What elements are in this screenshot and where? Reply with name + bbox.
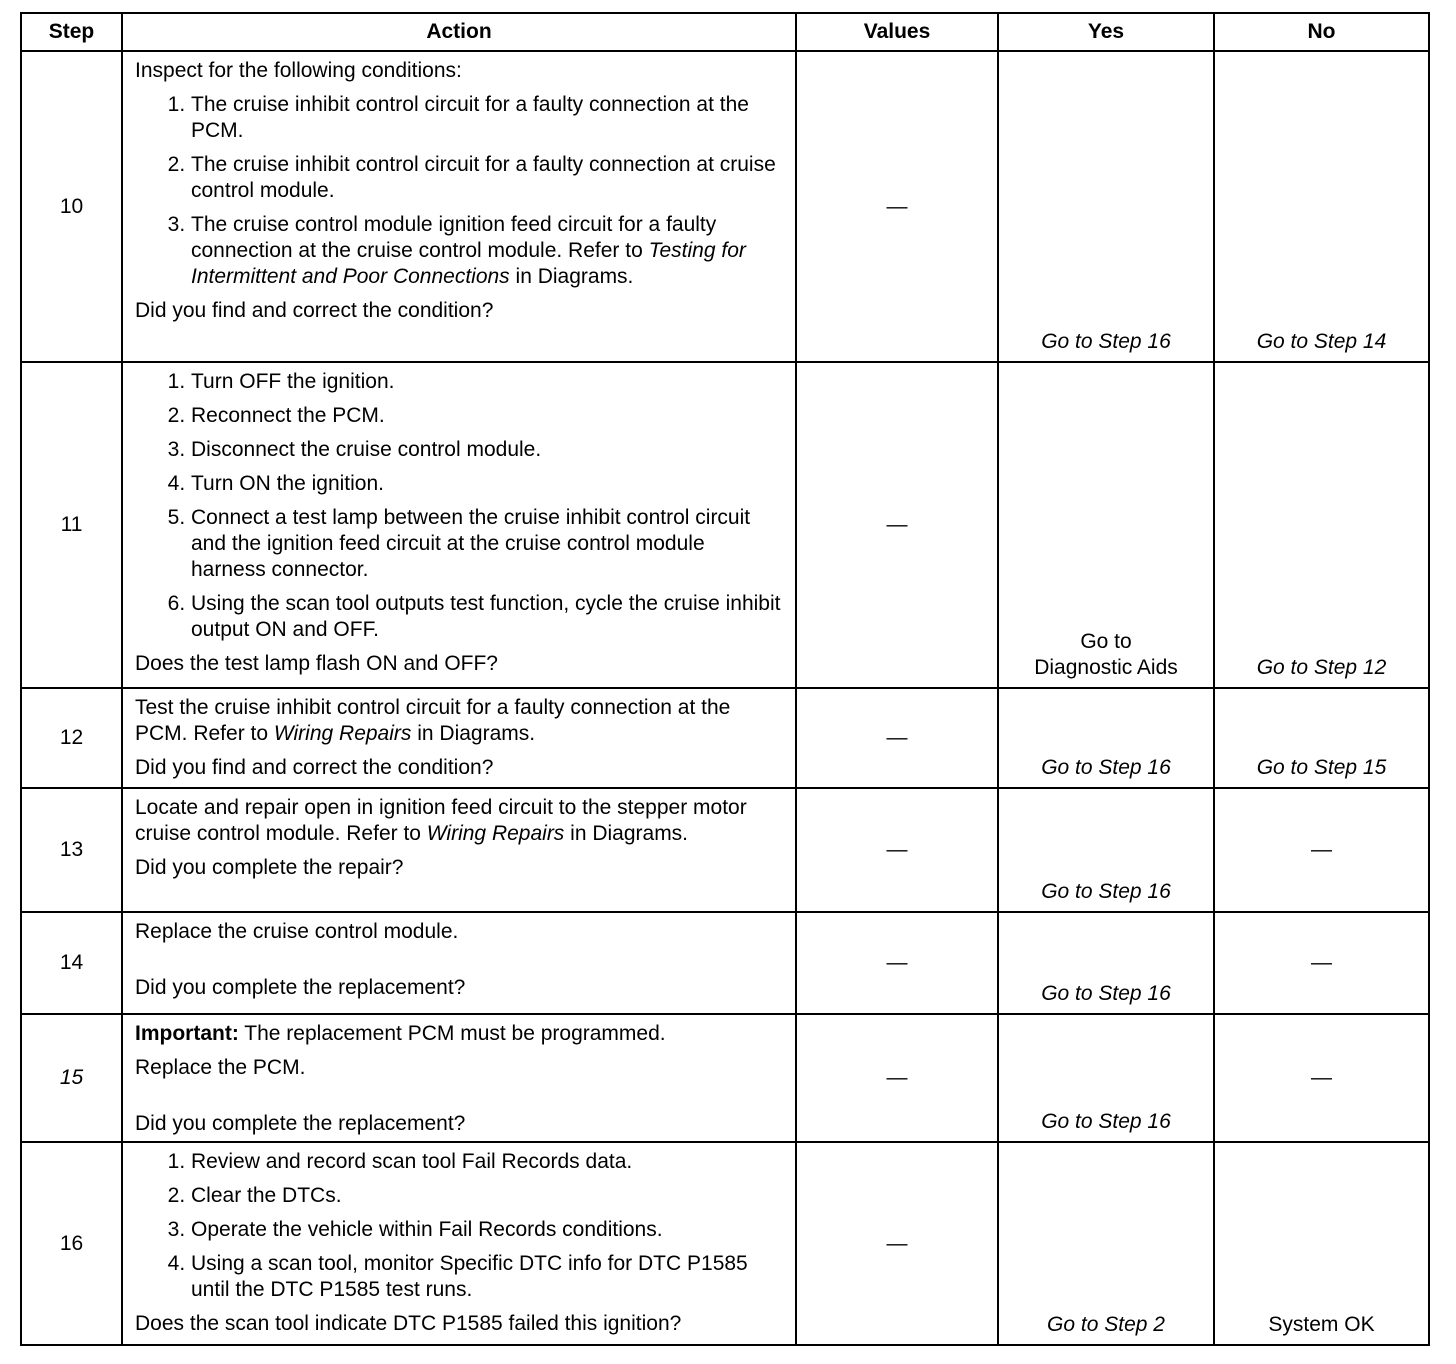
- list-item-text: in Diagrams.: [509, 265, 634, 288]
- action-question: Does the scan tool indicate DTC P1585 failed this ignition?: [135, 1312, 682, 1335]
- yes-cell[interactable]: Go to Step 16: [998, 1014, 1214, 1142]
- action-text: [135, 795, 785, 847]
- action-text-part: Locate and repair open in ignition feed circuit to the stepper motor cruise control module. Refer to: [135, 796, 747, 845]
- action-cell: [122, 688, 796, 788]
- list-item: 1. Turn OFF the ignition.: [191, 369, 785, 395]
- values-cell: —: [796, 688, 998, 788]
- no-cell[interactable]: System OK: [1214, 1142, 1429, 1345]
- action-text-part: Test the cruise inhibit control circuit for a faulty connection at the PCM. Refer to: [135, 696, 731, 745]
- list-item: 3. Disconnect the cruise control module.: [191, 437, 785, 463]
- action-text: Replace the cruise control module.: [135, 920, 459, 943]
- list-item: 4. Using a scan tool, monitor Specific DTC info for DTC P1585 until the DTC P1585 test runs.: [191, 1251, 785, 1303]
- list-item: 2. The cruise inhibit control circuit for a faulty connection at cruise control module.: [191, 152, 785, 204]
- header-step: Step: [21, 13, 122, 51]
- reference-link[interactable]: Testing for Intermittent and Poor Connections: [191, 239, 746, 288]
- list-item: 6. Using the scan tool outputs test function, cycle the cruise inhibit output ON and OFF.: [191, 591, 785, 643]
- action-cell: [122, 51, 796, 362]
- action-list: [135, 1149, 785, 1303]
- action-list: [135, 369, 785, 643]
- table-row: [21, 788, 1429, 912]
- no-cell: —: [1214, 1014, 1429, 1142]
- no-cell: —: [1214, 912, 1429, 1014]
- list-item: 2. Clear the DTCs.: [191, 1183, 785, 1209]
- action-cell: [122, 362, 796, 688]
- step-number: 10: [21, 51, 122, 362]
- list-item-text: The cruise control module ignition feed circuit for a faulty connection at the cruise control module. Refer to: [191, 213, 717, 262]
- no-cell: —: [1214, 788, 1429, 912]
- table-row: [21, 51, 1429, 362]
- header-yes: Yes: [998, 13, 1214, 51]
- list-item: 2. Reconnect the PCM.: [191, 403, 785, 429]
- table-row: [21, 912, 1429, 1014]
- diagnostic-table: [20, 12, 1430, 1346]
- important-label: Important:: [135, 1022, 239, 1045]
- no-cell[interactable]: Go to Step 12: [1214, 362, 1429, 688]
- spacer: [135, 1089, 785, 1111]
- yes-cell[interactable]: Go to Step 16: [998, 688, 1214, 788]
- list-item: 1. The cruise inhibit control circuit for a faulty connection at the PCM.: [191, 92, 785, 144]
- values-cell: —: [796, 51, 998, 362]
- important-text: The replacement PCM must be programmed.: [238, 1022, 666, 1045]
- action-cell: [122, 1142, 796, 1345]
- reference-link[interactable]: Wiring Repairs: [273, 722, 412, 745]
- action-question: Did you find and correct the condition?: [135, 299, 494, 322]
- step-number: 16: [21, 1142, 122, 1345]
- action-question: Does the test lamp flash ON and OFF?: [135, 652, 498, 675]
- action-question: Did you complete the replacement?: [135, 976, 466, 999]
- action-cell: [122, 1014, 796, 1142]
- list-item: 3. Operate the vehicle within Fail Records conditions.: [191, 1217, 785, 1243]
- list-item: 4. Turn ON the ignition.: [191, 471, 785, 497]
- action-intro: Inspect for the following conditions:: [135, 59, 462, 82]
- table-row: [21, 688, 1429, 788]
- no-cell[interactable]: Go to Step 15: [1214, 688, 1429, 788]
- yes-cell[interactable]: Go to Step 16: [998, 788, 1214, 912]
- table-row: [21, 1142, 1429, 1345]
- action-text-part: in Diagrams.: [411, 722, 536, 745]
- yes-cell[interactable]: Go to Step 16: [998, 51, 1214, 362]
- list-item: 5. Connect a test lamp between the cruise inhibit control circuit and the ignition feed circuit at the cruise control module harness connector.: [191, 505, 785, 583]
- action-question: Did you find and correct the condition?: [135, 756, 494, 779]
- action-cell: [122, 912, 796, 1014]
- values-cell: —: [796, 1142, 998, 1345]
- list-item: [191, 212, 785, 290]
- reference-link[interactable]: Wiring Repairs: [426, 822, 565, 845]
- table-row: [21, 1014, 1429, 1142]
- action-question: Did you complete the replacement?: [135, 1112, 466, 1135]
- yes-cell[interactable]: Go to Step 16: [998, 912, 1214, 1014]
- action-cell: [122, 788, 796, 912]
- values-cell: —: [796, 912, 998, 1014]
- action-text: [135, 695, 785, 747]
- values-cell: —: [796, 362, 998, 688]
- header-action: Action: [122, 13, 796, 51]
- table-row: [21, 362, 1429, 688]
- no-cell[interactable]: Go to Step 14: [1214, 51, 1429, 362]
- step-number: 11: [21, 362, 122, 688]
- yes-line: Diagnostic Aids: [1034, 656, 1178, 679]
- values-cell: —: [796, 788, 998, 912]
- list-item: 1. Review and record scan tool Fail Records data.: [191, 1149, 785, 1175]
- header-values: Values: [796, 13, 998, 51]
- step-number: 14: [21, 912, 122, 1014]
- yes-cell[interactable]: Go to Step 2: [998, 1142, 1214, 1345]
- spacer: [135, 953, 785, 975]
- action-question: Did you complete the repair?: [135, 856, 404, 879]
- header-row: [21, 13, 1429, 51]
- yes-line: Go to: [1080, 630, 1132, 653]
- yes-cell[interactable]: [998, 362, 1214, 688]
- action-text: Replace the PCM.: [135, 1056, 306, 1079]
- header-no: No: [1214, 13, 1429, 51]
- values-cell: —: [796, 1014, 998, 1142]
- step-number: 15: [21, 1014, 122, 1142]
- step-number: 12: [21, 688, 122, 788]
- action-list: [135, 92, 785, 290]
- action-text-part: in Diagrams.: [564, 822, 689, 845]
- important-note: [135, 1021, 785, 1047]
- step-number: 13: [21, 788, 122, 912]
